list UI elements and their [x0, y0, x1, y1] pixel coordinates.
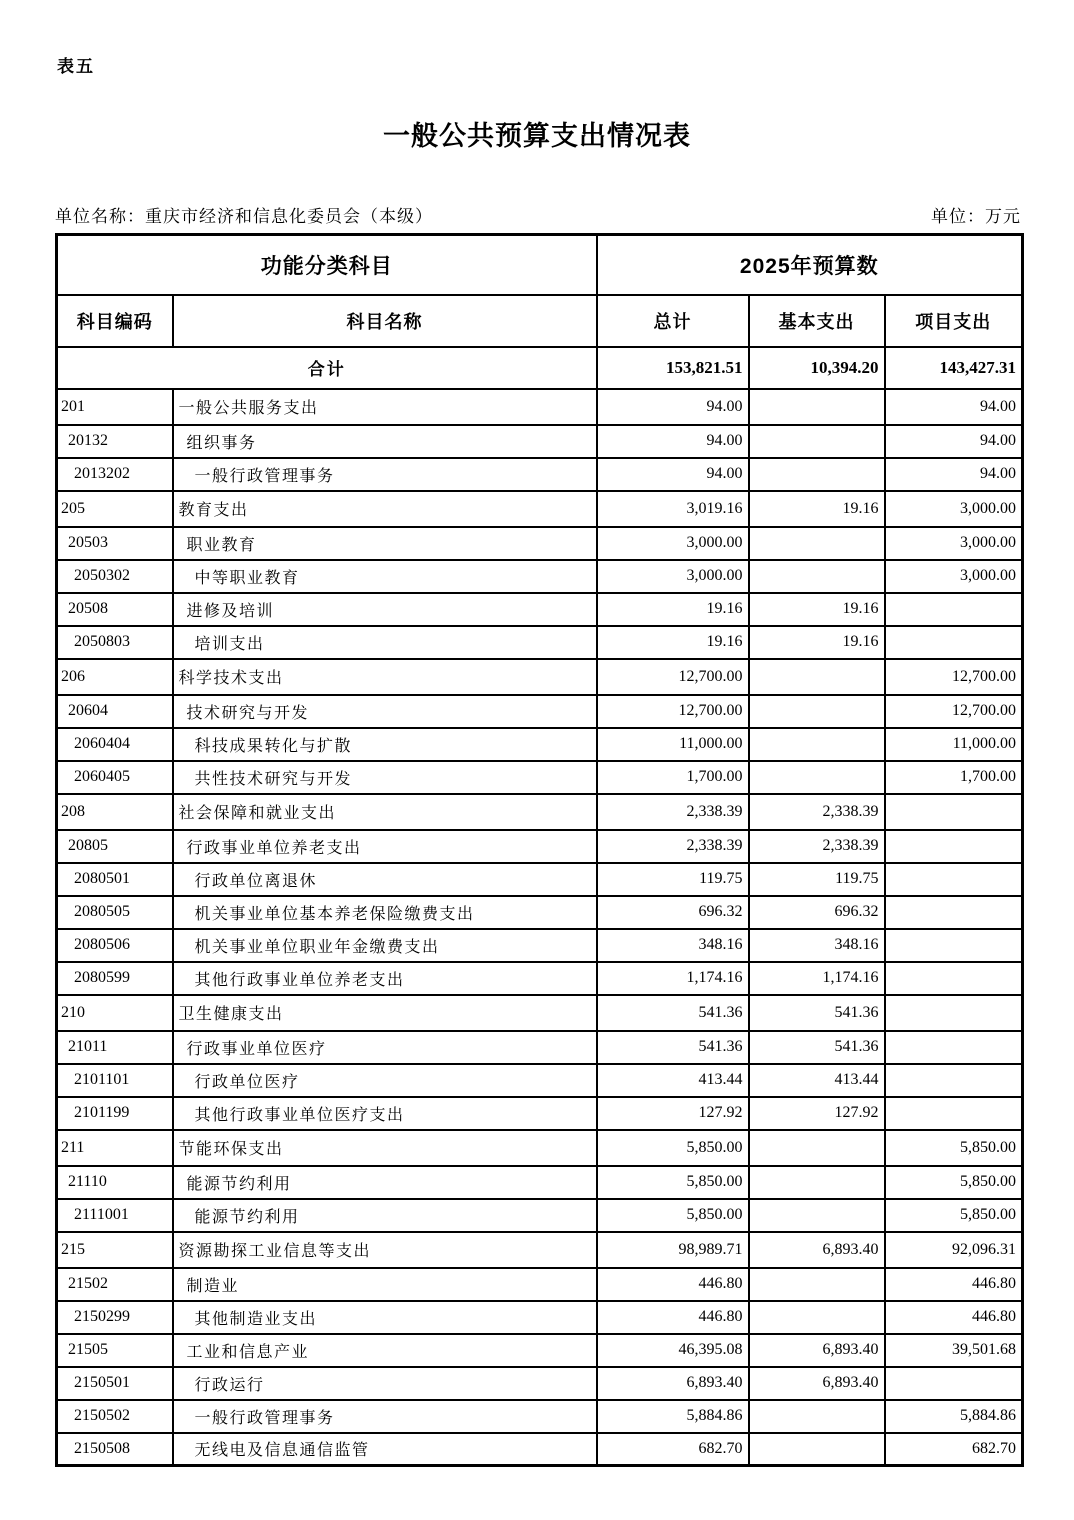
project-cell: 3,000.00 — [885, 527, 1023, 560]
name-cell: 科学技术支出 — [173, 659, 597, 695]
basic-cell: 2,338.39 — [749, 794, 885, 830]
header-budget-group: 2025年预算数 — [597, 235, 1023, 295]
table-row — [57, 761, 1023, 794]
table-row — [57, 1433, 1023, 1466]
project-cell: 5,850.00 — [885, 1166, 1023, 1199]
total-cell: 541.36 — [597, 1031, 749, 1064]
project-cell: 3,000.00 — [885, 560, 1023, 593]
project-cell — [885, 896, 1023, 929]
project-cell: 12,700.00 — [885, 659, 1023, 695]
table-row — [57, 995, 1023, 1031]
table-row — [57, 1097, 1023, 1130]
total-cell: 3,000.00 — [597, 560, 749, 593]
project-cell: 94.00 — [885, 458, 1023, 491]
project-cell: 5,884.86 — [885, 1400, 1023, 1433]
total-cell: 119.75 — [597, 863, 749, 896]
project-cell: 94.00 — [885, 389, 1023, 425]
total-cell: 94.00 — [597, 389, 749, 425]
total-cell: 3,019.16 — [597, 491, 749, 527]
name-cell: 其他行政事业单位养老支出 — [173, 962, 597, 995]
table-row — [57, 491, 1023, 527]
project-cell — [885, 830, 1023, 863]
project-cell — [885, 1064, 1023, 1097]
total-cell: 446.80 — [597, 1268, 749, 1301]
name-cell: 行政事业单位养老支出 — [173, 830, 597, 863]
basic-cell — [749, 560, 885, 593]
name-cell: 工业和信息产业 — [173, 1334, 597, 1367]
basic-cell: 413.44 — [749, 1064, 885, 1097]
code-cell: 20604 — [57, 695, 173, 728]
project-cell: 5,850.00 — [885, 1199, 1023, 1232]
code-cell: 215 — [57, 1232, 173, 1268]
total-cell: 19.16 — [597, 626, 749, 659]
total-cell: 682.70 — [597, 1433, 749, 1466]
basic-cell: 696.32 — [749, 896, 885, 929]
table-row — [57, 560, 1023, 593]
basic-cell — [749, 458, 885, 491]
table-row — [57, 1199, 1023, 1232]
total-cell: 1,174.16 — [597, 962, 749, 995]
page-tag: 表五 — [57, 57, 95, 76]
table-row — [57, 1367, 1023, 1400]
code-cell: 20508 — [57, 593, 173, 626]
table-row — [57, 1130, 1023, 1166]
total-cell: 5,850.00 — [597, 1130, 749, 1166]
basic-cell — [749, 659, 885, 695]
table-row — [57, 593, 1023, 626]
code-cell: 21110 — [57, 1166, 173, 1199]
code-cell: 2080501 — [57, 863, 173, 896]
page-title: 一般公共预算支出情况表 — [383, 121, 691, 151]
code-cell: 2111001 — [57, 1199, 173, 1232]
total-cell: 11,000.00 — [597, 728, 749, 761]
total-cell: 12,700.00 — [597, 659, 749, 695]
currency-unit-label: 单位：万元 — [931, 207, 1021, 226]
name-cell: 能源节约利用 — [173, 1166, 597, 1199]
header-function-group: 功能分类科目 — [57, 235, 597, 295]
total-cell: 12,700.00 — [597, 695, 749, 728]
table-row — [57, 830, 1023, 863]
name-cell: 行政单位离退休 — [173, 863, 597, 896]
name-cell: 行政单位医疗 — [173, 1064, 597, 1097]
name-cell: 共性技术研究与开发 — [173, 761, 597, 794]
table-row — [57, 1301, 1023, 1334]
grand-total-basic: 10,394.20 — [749, 347, 885, 389]
code-cell: 21502 — [57, 1268, 173, 1301]
code-cell: 21505 — [57, 1334, 173, 1367]
header-subject-name: 科目名称 — [173, 295, 597, 347]
table-row — [57, 425, 1023, 458]
total-cell: 5,884.86 — [597, 1400, 749, 1433]
total-cell: 2,338.39 — [597, 830, 749, 863]
name-cell: 社会保障和就业支出 — [173, 794, 597, 830]
project-cell — [885, 626, 1023, 659]
basic-cell: 1,174.16 — [749, 962, 885, 995]
code-cell: 211 — [57, 1130, 173, 1166]
code-cell: 2050302 — [57, 560, 173, 593]
name-cell: 节能环保支出 — [173, 1130, 597, 1166]
code-cell: 206 — [57, 659, 173, 695]
table-row — [57, 962, 1023, 995]
code-cell: 205 — [57, 491, 173, 527]
code-cell: 2080506 — [57, 929, 173, 962]
basic-cell — [749, 1400, 885, 1433]
name-cell: 制造业 — [173, 1268, 597, 1301]
header-group-row — [57, 235, 1023, 295]
code-cell: 2150501 — [57, 1367, 173, 1400]
table-row — [57, 896, 1023, 929]
basic-cell: 541.36 — [749, 1031, 885, 1064]
project-cell — [885, 929, 1023, 962]
code-cell: 2101199 — [57, 1097, 173, 1130]
table-row — [57, 929, 1023, 962]
basic-cell: 6,893.40 — [749, 1334, 885, 1367]
project-cell: 92,096.31 — [885, 1232, 1023, 1268]
basic-cell: 19.16 — [749, 491, 885, 527]
project-cell — [885, 794, 1023, 830]
table-row — [57, 794, 1023, 830]
project-cell: 3,000.00 — [885, 491, 1023, 527]
basic-cell — [749, 728, 885, 761]
project-cell — [885, 995, 1023, 1031]
name-cell: 一般行政管理事务 — [173, 458, 597, 491]
basic-cell — [749, 1433, 885, 1466]
table-row — [57, 1400, 1023, 1433]
basic-cell: 2,338.39 — [749, 830, 885, 863]
name-cell: 行政运行 — [173, 1367, 597, 1400]
total-cell: 348.16 — [597, 929, 749, 962]
project-cell: 12,700.00 — [885, 695, 1023, 728]
total-cell: 2,338.39 — [597, 794, 749, 830]
project-cell: 11,000.00 — [885, 728, 1023, 761]
basic-cell: 6,893.40 — [749, 1232, 885, 1268]
basic-cell — [749, 1130, 885, 1166]
basic-cell — [749, 1268, 885, 1301]
code-cell: 2150299 — [57, 1301, 173, 1334]
table-row — [57, 695, 1023, 728]
total-cell: 696.32 — [597, 896, 749, 929]
name-cell: 一般公共服务支出 — [173, 389, 597, 425]
header-basic-expenditure: 基本支出 — [749, 295, 885, 347]
code-cell: 2101101 — [57, 1064, 173, 1097]
project-cell — [885, 962, 1023, 995]
grand-total-total: 153,821.51 — [597, 347, 749, 389]
name-cell: 技术研究与开发 — [173, 695, 597, 728]
total-cell: 98,989.71 — [597, 1232, 749, 1268]
total-cell: 5,850.00 — [597, 1199, 749, 1232]
name-cell: 机关事业单位职业年金缴费支出 — [173, 929, 597, 962]
name-cell: 其他制造业支出 — [173, 1301, 597, 1334]
table-row — [57, 389, 1023, 425]
basic-cell: 19.16 — [749, 626, 885, 659]
project-cell — [885, 1097, 1023, 1130]
name-cell: 机关事业单位基本养老保险缴费支出 — [173, 896, 597, 929]
table-row — [57, 1064, 1023, 1097]
project-cell: 446.80 — [885, 1301, 1023, 1334]
table-row — [57, 728, 1023, 761]
code-cell: 2080505 — [57, 896, 173, 929]
basic-cell — [749, 1199, 885, 1232]
total-cell: 413.44 — [597, 1064, 749, 1097]
table-row — [57, 1031, 1023, 1064]
total-cell: 19.16 — [597, 593, 749, 626]
name-cell: 卫生健康支出 — [173, 995, 597, 1031]
project-cell: 682.70 — [885, 1433, 1023, 1466]
project-cell — [885, 863, 1023, 896]
header-columns-row — [57, 295, 1023, 347]
name-cell: 职业教育 — [173, 527, 597, 560]
project-cell — [885, 1031, 1023, 1064]
basic-cell: 119.75 — [749, 863, 885, 896]
table-row — [57, 1232, 1023, 1268]
code-cell: 21011 — [57, 1031, 173, 1064]
table-row — [57, 527, 1023, 560]
table-row — [57, 659, 1023, 695]
basic-cell — [749, 389, 885, 425]
header-total: 总计 — [597, 295, 749, 347]
name-cell: 一般行政管理事务 — [173, 1400, 597, 1433]
basic-cell — [749, 1166, 885, 1199]
code-cell: 20805 — [57, 830, 173, 863]
code-cell: 2060405 — [57, 761, 173, 794]
table-row — [57, 863, 1023, 896]
code-cell: 201 — [57, 389, 173, 425]
budget-table — [55, 233, 1024, 1467]
code-cell: 20132 — [57, 425, 173, 458]
basic-cell — [749, 425, 885, 458]
grand-total-project: 143,427.31 — [885, 347, 1023, 389]
total-cell: 46,395.08 — [597, 1334, 749, 1367]
basic-cell: 541.36 — [749, 995, 885, 1031]
code-cell: 208 — [57, 794, 173, 830]
grand-total-label: 合计 — [57, 347, 597, 389]
meta-row — [55, 202, 1021, 227]
name-cell: 中等职业教育 — [173, 560, 597, 593]
name-cell: 其他行政事业单位医疗支出 — [173, 1097, 597, 1130]
total-cell: 94.00 — [597, 458, 749, 491]
total-cell: 3,000.00 — [597, 527, 749, 560]
basic-cell: 348.16 — [749, 929, 885, 962]
table-row — [57, 458, 1023, 491]
total-cell: 1,700.00 — [597, 761, 749, 794]
table-row — [57, 1268, 1023, 1301]
name-cell: 组织事务 — [173, 425, 597, 458]
project-cell — [885, 1367, 1023, 1400]
code-cell: 2013202 — [57, 458, 173, 491]
code-cell: 2050803 — [57, 626, 173, 659]
total-cell: 446.80 — [597, 1301, 749, 1334]
table-row — [57, 626, 1023, 659]
table-row — [57, 1334, 1023, 1367]
basic-cell — [749, 761, 885, 794]
name-cell: 无线电及信息通信监管 — [173, 1433, 597, 1466]
basic-cell — [749, 1301, 885, 1334]
header-subject-code: 科目编码 — [57, 295, 173, 347]
name-cell: 资源勘探工业信息等支出 — [173, 1232, 597, 1268]
project-cell: 1,700.00 — [885, 761, 1023, 794]
project-cell — [885, 593, 1023, 626]
project-cell: 94.00 — [885, 425, 1023, 458]
basic-cell — [749, 527, 885, 560]
table-row — [57, 1166, 1023, 1199]
total-cell: 6,893.40 — [597, 1367, 749, 1400]
name-cell: 能源节约利用 — [173, 1199, 597, 1232]
code-cell: 2080599 — [57, 962, 173, 995]
header-project-expenditure: 项目支出 — [885, 295, 1023, 347]
code-cell: 2150508 — [57, 1433, 173, 1466]
code-cell: 210 — [57, 995, 173, 1031]
basic-cell: 127.92 — [749, 1097, 885, 1130]
name-cell: 行政事业单位医疗 — [173, 1031, 597, 1064]
unit-name-label: 单位名称：重庆市经济和信息化委员会（本级） — [55, 207, 433, 226]
name-cell: 培训支出 — [173, 626, 597, 659]
code-cell: 2150502 — [57, 1400, 173, 1433]
name-cell: 进修及培训 — [173, 593, 597, 626]
total-cell: 541.36 — [597, 995, 749, 1031]
code-cell: 2060404 — [57, 728, 173, 761]
project-cell: 39,501.68 — [885, 1334, 1023, 1367]
basic-cell — [749, 695, 885, 728]
grand-total-row — [57, 347, 1023, 389]
basic-cell: 19.16 — [749, 593, 885, 626]
basic-cell: 6,893.40 — [749, 1367, 885, 1400]
total-cell: 94.00 — [597, 425, 749, 458]
project-cell: 5,850.00 — [885, 1130, 1023, 1166]
name-cell: 教育支出 — [173, 491, 597, 527]
project-cell: 446.80 — [885, 1268, 1023, 1301]
total-cell: 127.92 — [597, 1097, 749, 1130]
code-cell: 20503 — [57, 527, 173, 560]
total-cell: 5,850.00 — [597, 1166, 749, 1199]
name-cell: 科技成果转化与扩散 — [173, 728, 597, 761]
